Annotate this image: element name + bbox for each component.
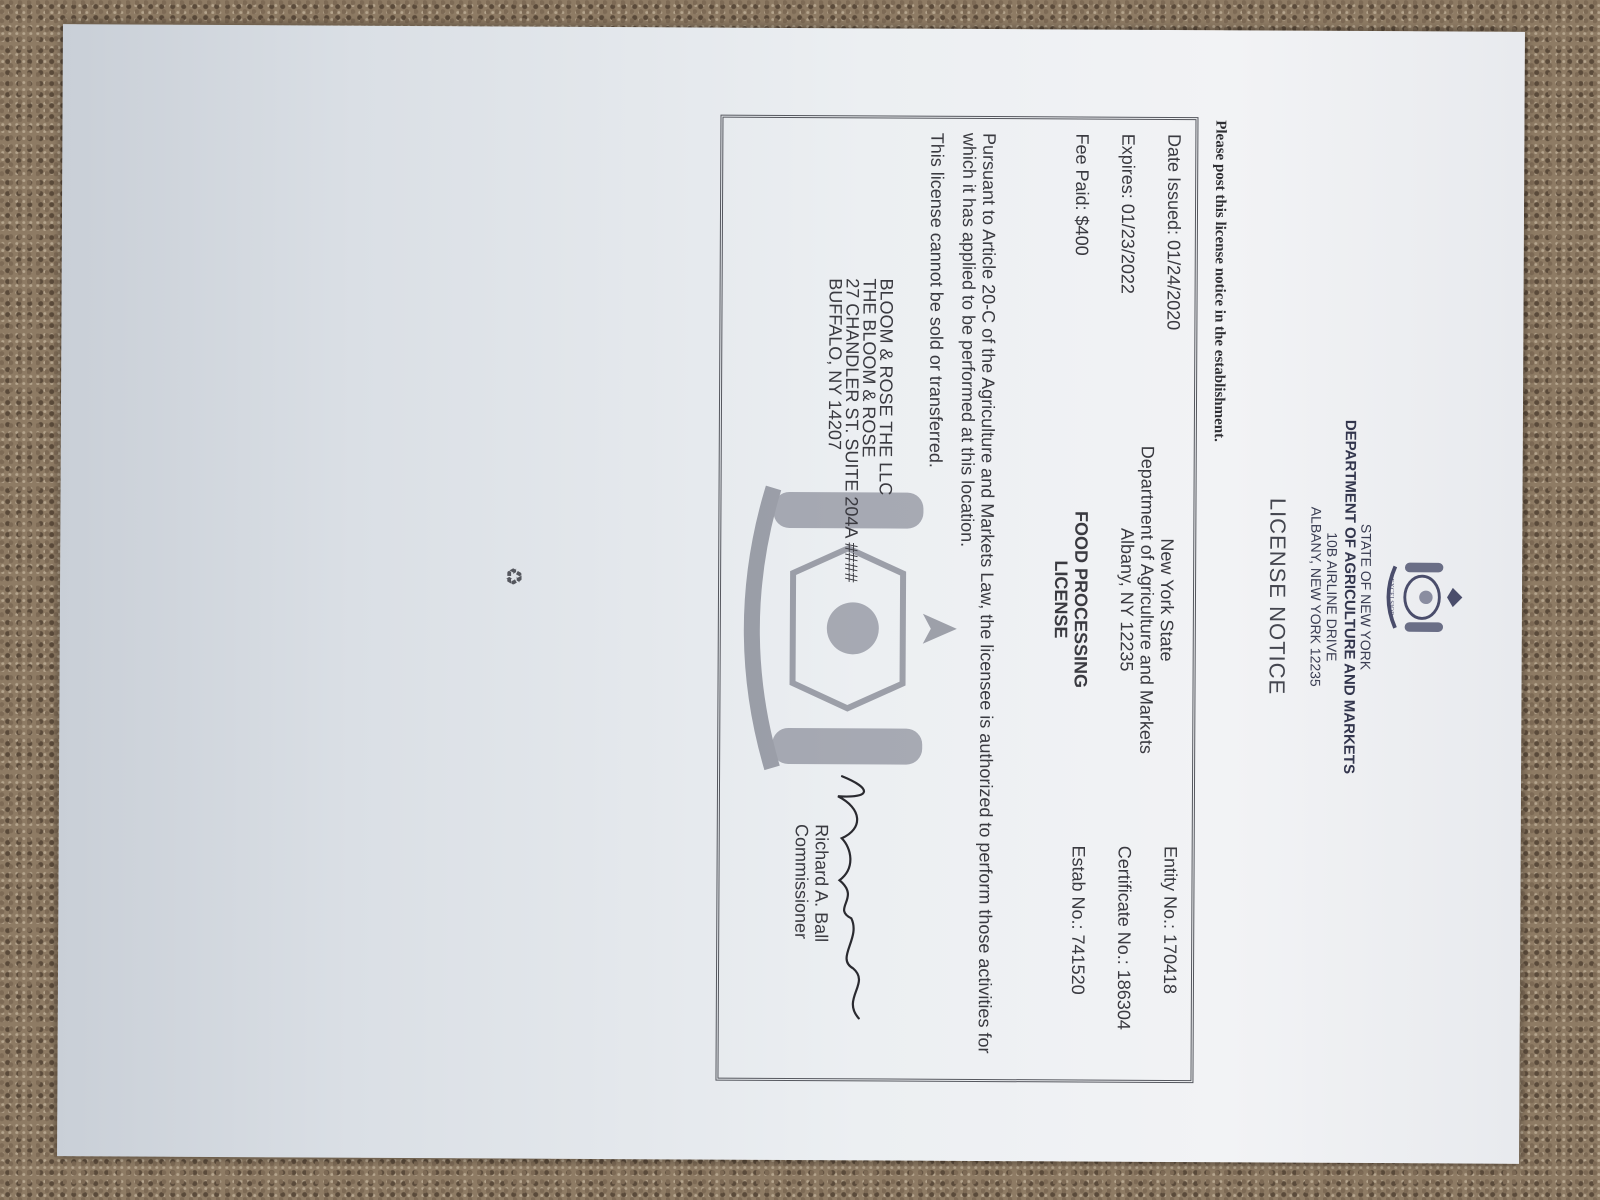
entity-no-label: Entity No.: xyxy=(1160,845,1181,930)
issuer-line-1: New York State xyxy=(1156,538,1178,662)
entity-no-value: 170418 xyxy=(1159,933,1181,995)
issuer-line-2: Department of Agriculture and Markets xyxy=(1136,445,1158,754)
signatory xyxy=(791,824,832,942)
certificate-no-value: 186304 xyxy=(1113,969,1135,1030)
letterhead-department: DEPARTMENT OF AGRICULTURE AND MARKETS xyxy=(1340,419,1359,775)
certificate-no-field xyxy=(1113,846,1136,1030)
letterhead-street: 10B AIRLINE DRIVE xyxy=(1323,532,1341,662)
issuer-line-3: Albany, NY 12235 xyxy=(1116,527,1138,672)
certificate-no-label: Certificate No.: xyxy=(1114,845,1135,965)
fee-paid-value: $400 xyxy=(1071,215,1092,256)
post-notice: Please post this license notice in the establishment. xyxy=(1210,120,1229,442)
letterhead-state: STATE OF NEW YORK xyxy=(1357,523,1375,671)
transfer-notice: This license cannot be sold or transferred. xyxy=(925,132,948,468)
date-issued-value: 01/24/2020 xyxy=(1163,240,1184,331)
signatory-name: Richard A. Ball xyxy=(811,824,832,943)
license-page xyxy=(57,24,1525,1164)
licensee-line-3: 27 CHANDLER ST. SUITE 204A #### xyxy=(841,278,863,583)
ny-state-seal-icon xyxy=(1376,549,1473,646)
expires-label: Expires: xyxy=(1118,133,1139,199)
estab-no-label: Estab No.: xyxy=(1068,845,1089,930)
licensee-line-2: THE BLOOM & ROSE xyxy=(858,278,880,458)
licensee-line-1: BLOOM & ROSE THE LLC xyxy=(875,278,897,496)
authority-text: Pursuant to Article 20-C of the Agriculture and Markets Law, the licensee is authorized to perform those activities for which it has applied to be performed at this location. xyxy=(957,132,1000,1054)
license-paper xyxy=(57,24,1525,1164)
license-type-line-2: LICENSE xyxy=(1050,560,1072,639)
estab-no-value: 741520 xyxy=(1067,934,1089,995)
licensee-address xyxy=(825,278,895,583)
fee-paid-label: Fee Paid: xyxy=(1072,133,1093,211)
license-box xyxy=(715,115,1198,1083)
license-type-line-1: FOOD PROCESSING xyxy=(1070,510,1092,689)
signatory-title: Commissioner xyxy=(791,824,812,940)
letterhead-city: ALBANY, NEW YORK 12235 xyxy=(1307,506,1325,687)
recycle-icon: ♻ xyxy=(501,566,527,587)
licensee-line-4: BUFFALO, NY 14207 xyxy=(824,278,846,451)
date-issued-label: Date Issued: xyxy=(1163,133,1185,236)
entity-no-field xyxy=(1159,846,1182,994)
letterhead xyxy=(1305,31,1475,1164)
seal-motto: EXCELSIOR xyxy=(1387,578,1395,616)
estab-no-field xyxy=(1067,845,1090,994)
page-title: LICENSE NOTICE xyxy=(1264,497,1291,696)
expires-value: 01/23/2022 xyxy=(1117,203,1139,294)
